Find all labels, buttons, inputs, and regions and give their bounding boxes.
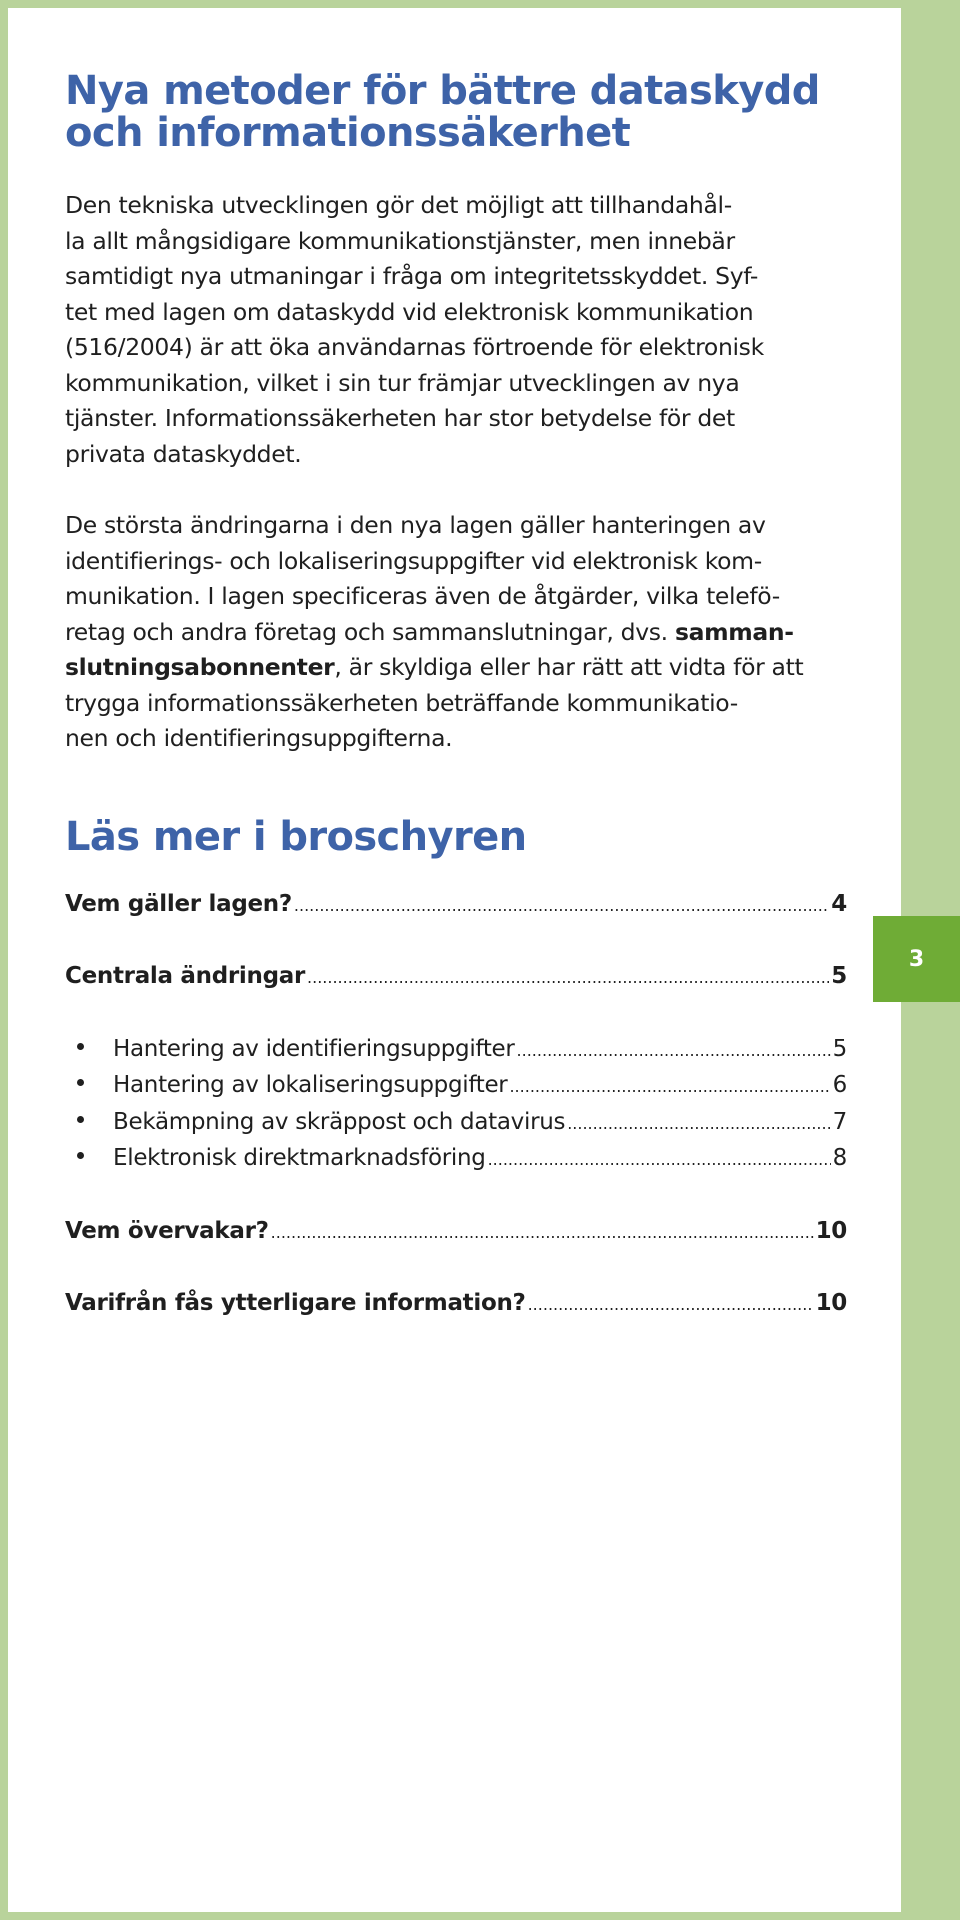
- title-line: och informationssäkerhet: [65, 110, 631, 156]
- paragraph-line: De största ändringarna i den nya lagen gäller hanteringen av: [65, 511, 766, 539]
- toc-subentry[interactable]: [65, 1105, 847, 1142]
- toc-subentry[interactable]: [65, 1032, 847, 1069]
- page-content: [65, 70, 847, 1323]
- paragraph-line: privata dataskyddet.: [65, 439, 302, 468]
- toc-subentry[interactable]: [65, 1141, 847, 1178]
- toc-entry-label: Bekämpning av skräppost och datavirus: [113, 1108, 566, 1135]
- toc-page-number: 6: [832, 1072, 847, 1098]
- toc-entry[interactable]: [65, 1214, 847, 1251]
- toc-entry-label: Hantering av lokaliseringsuppgifter: [113, 1072, 508, 1098]
- paragraph-line: tet med lagen om dataskydd vid elektronisk kommunikation: [65, 297, 754, 326]
- paragraph-text: , är skyldiga eller har rätt att vidta för att: [334, 653, 804, 681]
- paragraph-line: la allt mångsidigare kommunikationstjänster, men innebär: [65, 226, 735, 255]
- paragraph-line: tjänster. Informationssäkerheten har stor betydelse för det: [65, 404, 735, 432]
- paragraph-line: Den tekniska utvecklingen gör det möjligt att tillhandahål-: [65, 191, 732, 219]
- dot-leader: [271, 1214, 814, 1251]
- dot-leader: [528, 1286, 814, 1323]
- paragraph-line: [65, 650, 847, 686]
- title-line: Nya metoder för bättre dataskydd: [65, 68, 820, 114]
- paragraph-line: (516/2004) är att öka användarnas förtroende för elektronisk: [65, 333, 764, 361]
- paragraph-line: kommunikation, vilket i sin tur främjar utvecklingen av nya: [65, 368, 740, 397]
- paragraph-line: identifierings- och lokaliseringsuppgifter vid elektronisk kom-: [65, 546, 762, 575]
- changes-paragraph: [65, 508, 847, 757]
- document-page: [8, 8, 901, 1912]
- toc-entry-label: Vem övervakar?: [65, 1217, 269, 1244]
- toc-entry-label: Centrala ändringar: [65, 963, 306, 989]
- paragraph-line: [65, 615, 847, 651]
- dot-leader: [509, 1068, 830, 1105]
- toc-entry-label: Hantering av identifieringsuppgifter: [113, 1035, 515, 1062]
- toc-page-number: 7: [832, 1108, 847, 1135]
- toc-entry[interactable]: [65, 1286, 847, 1323]
- paragraph-text: retag och andra företag och sammanslutningar, dvs.: [65, 617, 675, 646]
- bullet-icon: [65, 1105, 113, 1141]
- toc-heading: Läs mer i broschyren: [65, 813, 527, 860]
- dot-leader: [307, 959, 829, 996]
- toc-page-number: 4: [831, 890, 847, 917]
- bold-term: slutningsabonnenter: [65, 653, 335, 681]
- toc-page-number: 10: [815, 1217, 847, 1244]
- paragraph-line: samtidigt nya utmaningar i fråga om integritetsskyddet. Syf-: [65, 262, 759, 290]
- intro-paragraph: [65, 188, 847, 472]
- page-number-tab: 3: [873, 916, 960, 1002]
- dot-leader: [517, 1032, 831, 1069]
- page-title: [65, 70, 847, 154]
- toc-subentry[interactable]: [65, 1068, 847, 1105]
- paragraph-line: nen och identifieringsuppgifterna.: [65, 724, 453, 752]
- paragraph-line: munikation. I lagen specificeras även de åtgärder, vilka telefö-: [65, 582, 780, 610]
- table-of-contents: [65, 887, 847, 1323]
- bullet-icon: [65, 1141, 113, 1177]
- toc-entry[interactable]: [65, 959, 847, 996]
- toc-entry-label: Elektronisk direktmarknadsföring: [113, 1145, 486, 1171]
- dot-leader: [567, 1105, 830, 1142]
- paragraph-line: trygga informationssäkerheten beträffande kommunikatio-: [65, 688, 738, 717]
- toc-page-number: 5: [831, 963, 847, 989]
- bullet-icon: [65, 1068, 113, 1104]
- toc-entry-label: Varifrån fås ytterligare information?: [65, 1290, 526, 1316]
- toc-page-number: 5: [832, 1035, 847, 1062]
- bold-term: samman-: [674, 617, 794, 646]
- toc-page-number: 10: [815, 1290, 847, 1316]
- toc-entry[interactable]: [65, 887, 847, 924]
- toc-entry-label: Vem gäller lagen?: [65, 890, 292, 917]
- toc-page-number: 8: [832, 1145, 847, 1171]
- dot-leader: [294, 887, 829, 924]
- bullet-icon: [65, 1032, 113, 1068]
- dot-leader: [488, 1141, 831, 1178]
